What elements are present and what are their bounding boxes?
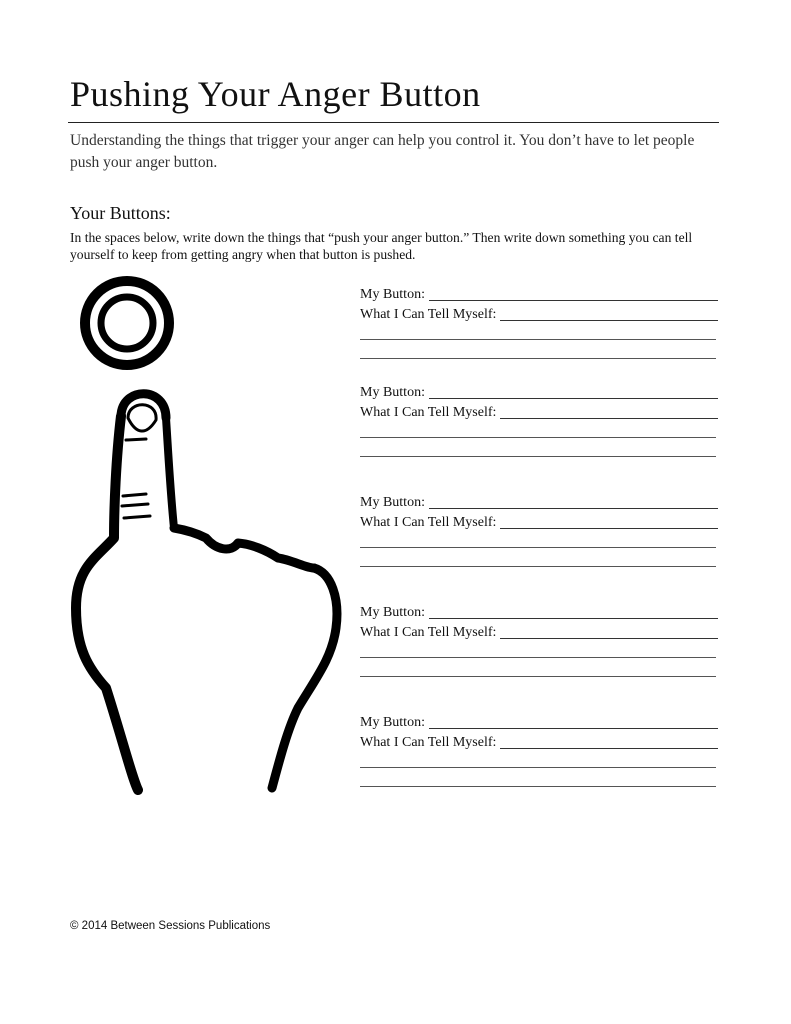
answer-line[interactable] bbox=[360, 786, 716, 787]
tell-myself-label: What I Can Tell Myself: bbox=[360, 405, 497, 420]
my-button-label: My Button: bbox=[360, 385, 425, 400]
my-button-field[interactable] bbox=[360, 284, 718, 304]
tell-myself-answer-line[interactable] bbox=[500, 638, 718, 639]
my-button-answer-line[interactable] bbox=[429, 300, 718, 301]
answer-line[interactable] bbox=[360, 676, 716, 677]
my-button-answer-line[interactable] bbox=[429, 728, 718, 729]
answer-line[interactable] bbox=[360, 358, 716, 359]
button-entry bbox=[360, 492, 718, 588]
tell-myself-answer-line[interactable] bbox=[500, 748, 718, 749]
page-title: Pushing Your Anger Button bbox=[70, 74, 481, 114]
tell-myself-field[interactable] bbox=[360, 304, 718, 324]
my-button-label: My Button: bbox=[360, 287, 425, 302]
answer-line[interactable] bbox=[360, 339, 716, 340]
section-title: Your Buttons: bbox=[70, 203, 171, 223]
tell-myself-label: What I Can Tell Myself: bbox=[360, 735, 497, 750]
my-button-answer-line[interactable] bbox=[429, 618, 718, 619]
answer-line[interactable] bbox=[360, 456, 716, 457]
my-button-answer-line[interactable] bbox=[429, 398, 718, 399]
button-entry bbox=[360, 712, 718, 808]
tell-myself-answer-line[interactable] bbox=[500, 418, 718, 419]
button-entry bbox=[360, 602, 718, 698]
tell-myself-field[interactable] bbox=[360, 622, 718, 642]
tell-myself-answer-line[interactable] bbox=[500, 528, 718, 529]
my-button-label: My Button: bbox=[360, 605, 425, 620]
copyright-footer: © 2014 Between Sessions Publications bbox=[70, 920, 271, 932]
tell-myself-label: What I Can Tell Myself: bbox=[360, 307, 497, 322]
answer-line[interactable] bbox=[360, 547, 716, 548]
concentric-ring-button-icon bbox=[85, 281, 169, 365]
my-button-field[interactable] bbox=[360, 712, 718, 732]
answer-line[interactable] bbox=[360, 657, 716, 658]
my-button-field[interactable] bbox=[360, 492, 718, 512]
title-divider bbox=[68, 122, 719, 123]
intro-paragraph: Understanding the things that trigger your anger can help you control it. You don’t have to let people push your anger button. bbox=[70, 132, 695, 171]
instructions-paragraph: In the spaces below, write down the things that “push your anger button.” Then write down something you can tell yourself to keep from getting angry when that button is pushed. bbox=[70, 230, 693, 262]
tell-myself-answer-line[interactable] bbox=[500, 320, 718, 321]
tell-myself-label: What I Can Tell Myself: bbox=[360, 625, 497, 640]
my-button-label: My Button: bbox=[360, 715, 425, 730]
tell-myself-field[interactable] bbox=[360, 512, 718, 532]
my-button-field[interactable] bbox=[360, 382, 718, 402]
my-button-label: My Button: bbox=[360, 495, 425, 510]
answer-line[interactable] bbox=[360, 437, 716, 438]
tell-myself-field[interactable] bbox=[360, 732, 718, 752]
answer-line[interactable] bbox=[360, 767, 716, 768]
tell-myself-label: What I Can Tell Myself: bbox=[360, 515, 497, 530]
button-entry bbox=[360, 382, 718, 478]
tell-myself-field[interactable] bbox=[360, 402, 718, 422]
my-button-field[interactable] bbox=[360, 602, 718, 622]
my-button-answer-line[interactable] bbox=[429, 508, 718, 509]
illustration bbox=[66, 268, 350, 808]
button-entry bbox=[360, 284, 718, 380]
answer-line[interactable] bbox=[360, 566, 716, 567]
pointing-finger-hand-icon bbox=[76, 394, 337, 790]
